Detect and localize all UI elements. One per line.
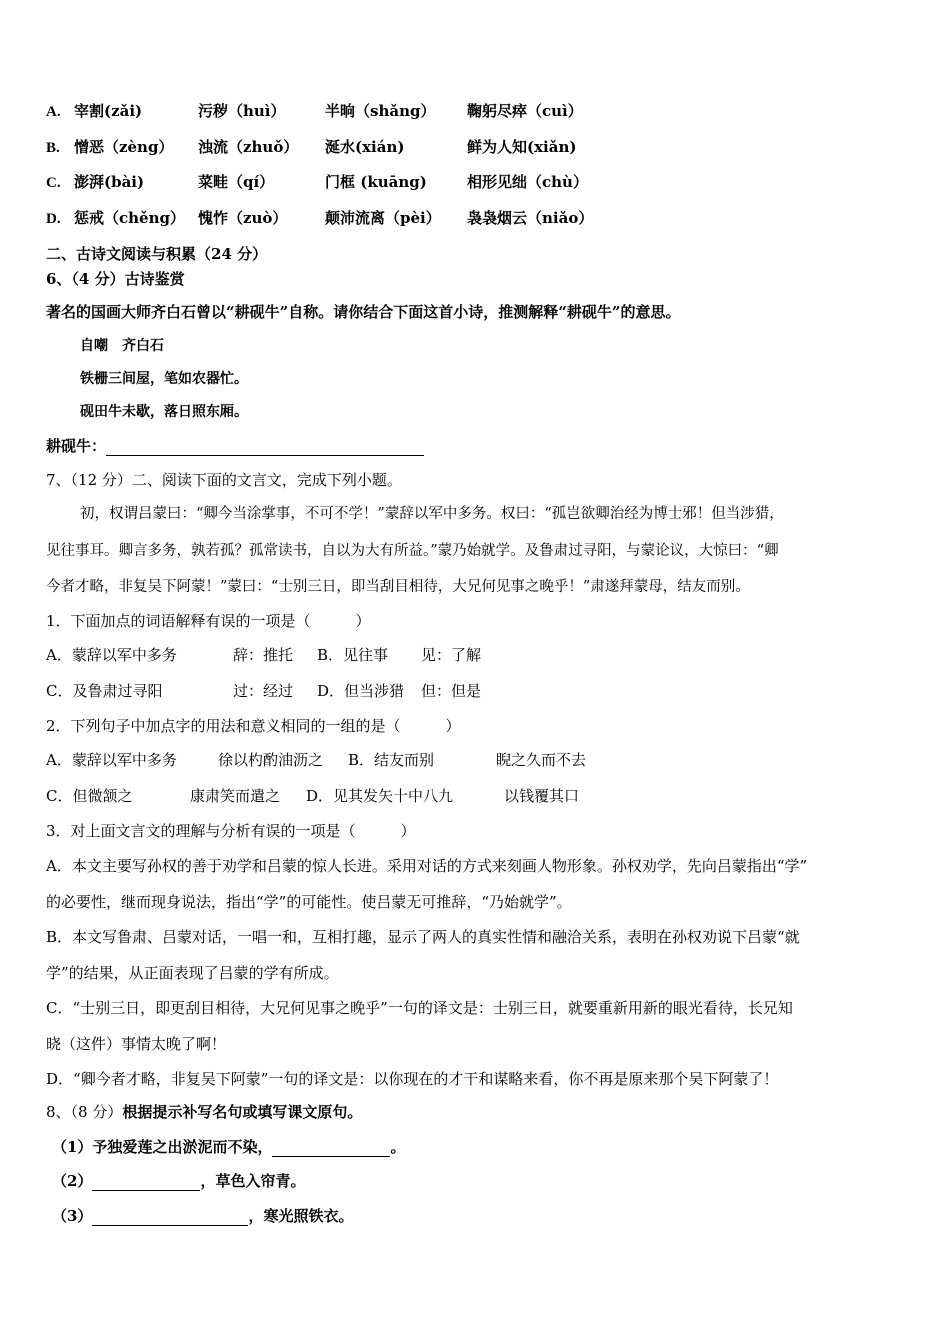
- option-item: 愧怍（zuò）: [198, 209, 288, 227]
- fill-suffix: 。: [390, 1138, 406, 1156]
- fill-item: [52, 1137, 405, 1157]
- sub-question: 2．下列句子中加点字的用法和意义相同的一组的是（ ）: [46, 717, 461, 735]
- sub-question: 1．下面加点的词语解释有误的一项是（ ）: [46, 612, 371, 630]
- option-item: 宰割(zǎi): [74, 102, 143, 120]
- choice: D．但当涉猎: [317, 682, 405, 700]
- q8-header: [46, 1102, 362, 1122]
- passage-line: 初，权谓吕蒙曰：“卿今当涂掌事，不可不学！”蒙辞以军中多务。权曰：“孤岂欲卿治经为博士邪！但当涉猎，: [80, 506, 784, 522]
- q6-prompt: 著名的国画大师齐白石曾以“耕砚牛”自称。请你结合下面这首小诗，推测解释“耕砚牛”的意思。: [46, 303, 681, 321]
- option-item: 半晌（shǎng）: [325, 102, 436, 120]
- fill-prefix: （2）: [52, 1172, 93, 1190]
- fill-suffix: ，草色入帘青。: [200, 1172, 306, 1190]
- option-letter: A.: [46, 104, 61, 120]
- choice-row: [46, 786, 579, 806]
- choice-line: A．本文主要写孙权的善于劝学和吕蒙的惊人长进。采用对话的方式来刻画人物形象。孙权劝学，先向吕蒙指出“学”: [46, 857, 808, 875]
- choice: 以钱覆其口: [504, 787, 580, 805]
- choice: A．蒙辞以军中多务: [46, 751, 177, 769]
- option-item: 颠沛流离（pèi）: [325, 209, 441, 227]
- fill-suffix: ，寒光照铁衣。: [248, 1207, 354, 1225]
- choice: C．但微颔之: [46, 787, 133, 805]
- q8-number: 8、（8 分）: [46, 1103, 123, 1121]
- choice: 康肃笑而遣之: [190, 787, 281, 805]
- option-letter: C.: [46, 175, 61, 191]
- option-item: 鞠躬尽瘁（cuì）: [467, 102, 583, 120]
- option-item: 污秽（huì）: [198, 102, 286, 120]
- choice-row: [46, 750, 586, 770]
- fill-blank[interactable]: [92, 1210, 248, 1226]
- q5-option-row-b: [46, 137, 576, 158]
- choice-gloss: 但：但是: [421, 682, 482, 700]
- option-item: 门框 (kuāng): [325, 173, 427, 191]
- fill-item: [52, 1206, 353, 1226]
- choice: B．结友而别: [348, 751, 435, 769]
- choice-row: [46, 681, 481, 701]
- option-item: 惩戒（chěng）: [74, 209, 185, 227]
- choice-line: 的必要性，继而现身说法，指出“学”的可能性。使吕蒙无可推辞，“乃始就学”。: [46, 893, 572, 911]
- option-item: 澎湃(bài): [74, 173, 145, 191]
- option-item: 相形见绌（chù）: [467, 173, 588, 191]
- q5-option-row-a: [46, 101, 583, 122]
- q6-answer-line: [46, 436, 424, 456]
- q7-header: 7、（12 分）二、阅读下面的文言文，完成下列小题。: [46, 471, 402, 489]
- fill-prefix: （3）: [52, 1207, 93, 1225]
- choice-line: D．“卿今者才略，非复吴下阿蒙”一句的译文是：以你现在的才干和谋略来看，你不再是原来那个吴下阿蒙了！: [46, 1070, 779, 1088]
- poem-title: 自嘲 齐白石: [80, 338, 164, 354]
- option-item: 袅袅烟云（niǎo）: [467, 209, 594, 227]
- sub-question: 3．对上面文言文的理解与分析有误的一项是（ ）: [46, 822, 416, 840]
- choice: A．蒙辞以军中多务: [46, 646, 177, 664]
- passage-line: 今者才略，非复吴下阿蒙！”蒙曰：“士别三日，即当刮目相待，大兄何见事之晚乎！”肃遂拜蒙母，结友而别。: [46, 579, 750, 595]
- choice-line: B．本文写鲁肃、吕蒙对话，一唱一和，互相打趣，显示了两人的真实性情和融洽关系，表明在孙权劝说下吕蒙“就: [46, 928, 800, 946]
- q5-option-row-c: [46, 172, 588, 193]
- poem-line: 砚田牛未歇，落日照东厢。: [80, 404, 248, 420]
- answer-label: 耕砚牛：: [46, 437, 107, 455]
- passage-line: 见往事耳。卿言多务，孰若孤？孤常读书，自以为大有所益。”蒙乃始就学。及鲁肃过寻阳，与蒙论议，大惊曰：“卿: [46, 543, 779, 559]
- choice-line: C．“士别三日，即更刮目相待，大兄何见事之晚乎”一句的译文是：士别三日，就要重新用新的眼光看待，长兄知: [46, 999, 793, 1017]
- option-item: 憎恶（zèng）: [74, 138, 174, 156]
- choice-line: 学”的结果，从正面表现了吕蒙的学有所成。: [46, 964, 339, 982]
- option-item: 浊流（zhuǒ）: [198, 138, 299, 156]
- poem-line: 铁栅三间屋，笔如农器忙。: [80, 371, 248, 387]
- section-title: 二、古诗文阅读与积累（24 分）: [46, 245, 268, 263]
- choice: D．见其发矢十中八九: [306, 787, 454, 805]
- q8-instruction: 根据提示补写名句或填写课文原句。: [122, 1103, 363, 1121]
- choice-gloss: 见：了解: [421, 646, 482, 664]
- fill-item: [52, 1171, 305, 1191]
- q6-header: 6、（4 分）古诗鉴赏: [46, 270, 185, 288]
- option-letter: B.: [46, 140, 60, 156]
- choice: B．见往事: [317, 646, 389, 664]
- option-item: 菜畦（qí）: [198, 173, 275, 191]
- choice-row: [46, 645, 481, 665]
- choice-line: 晓（这件）事情太晚了啊！: [46, 1035, 227, 1053]
- choice: C．及鲁肃过寻阳: [46, 682, 163, 700]
- choice-gloss: 辞：推托: [233, 646, 294, 664]
- choice: 徐以杓酌油沥之: [218, 751, 324, 769]
- option-item: 鲜为人知(xiǎn): [467, 138, 577, 156]
- fill-blank[interactable]: [272, 1141, 390, 1157]
- choice-gloss: 过：经过: [233, 682, 294, 700]
- q5-option-row-d: [46, 208, 593, 229]
- fill-prefix: （1）予独爱莲之出淤泥而不染，: [52, 1138, 273, 1156]
- answer-blank[interactable]: [106, 440, 424, 456]
- option-letter: D.: [46, 211, 61, 227]
- choice: 睨之久而不去: [496, 751, 587, 769]
- option-item: 涎水(xián): [325, 138, 405, 156]
- fill-blank[interactable]: [92, 1175, 200, 1191]
